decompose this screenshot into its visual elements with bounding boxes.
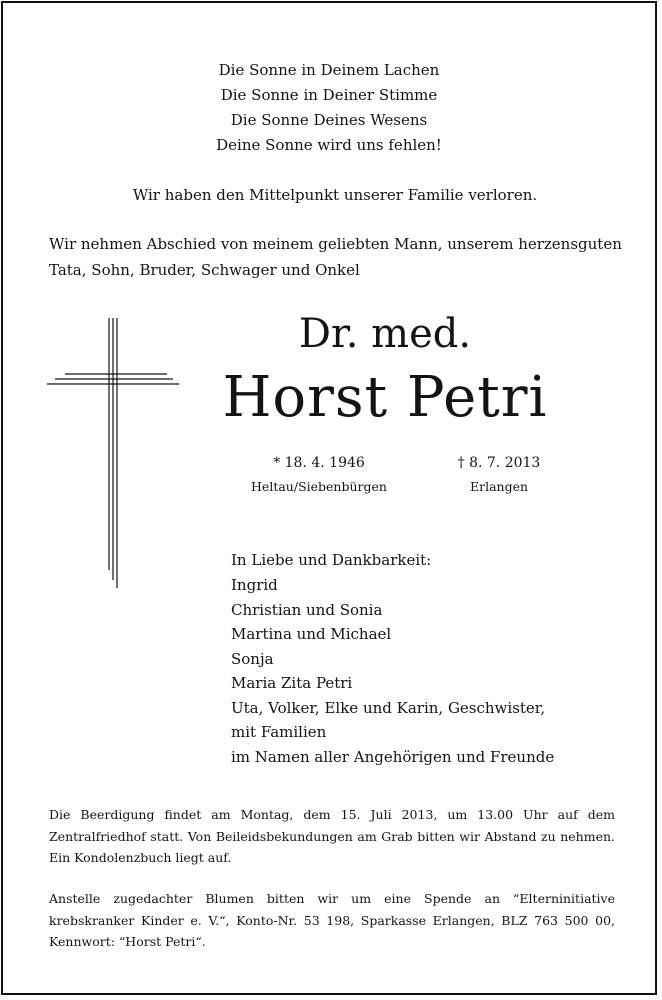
poem-line-3: Die Sonne Deines Wesens xyxy=(230,111,428,129)
mourner-name: Martina und Michael xyxy=(231,625,392,643)
death-place: Erlangen xyxy=(469,479,529,494)
death-date: † 8. 7. 2013 xyxy=(457,455,541,471)
poem-line-1: Die Sonne in Deinem Lachen xyxy=(218,61,440,79)
mourner-name: Christian und Sonia xyxy=(231,601,383,619)
poem-line-2: Die Sonne in Deiner Stimme xyxy=(220,86,438,104)
donation-notice: Anstelle zugedachter Blumen bitten wir um eine Spende an “Elterninitiative krebskranker Kinder e. V.“, Konto-Nr. 53 198, Sparkasse Erlangen, BLZ 763 500 00, Kennwort: “Horst Petri“. xyxy=(49,891,615,949)
mourner-name: Uta, Volker, Elke und Karin, Geschwister, xyxy=(231,699,546,717)
mourner-name: Ingrid xyxy=(231,576,278,594)
cross-icon xyxy=(45,318,179,588)
family-statement: Wir haben den Mittelpunkt unserer Familie verloren. xyxy=(132,186,538,204)
mourner-name: im Namen aller Angehörigen und Freunde xyxy=(231,748,555,766)
obituary-frame xyxy=(1,1,657,995)
deceased-name: Horst Petri xyxy=(222,365,548,430)
mourner-name: Maria Zita Petri xyxy=(231,674,353,692)
mourner-name: Sonja xyxy=(231,650,274,668)
intro-line-1: Wir nehmen Abschied von meinem geliebten Mann, unserem herzensguten xyxy=(49,235,622,253)
birth-place: Heltau/Siebenbürgen xyxy=(251,479,387,494)
mourner-name: mit Familien xyxy=(231,723,327,741)
poem-line-4: Deine Sonne wird uns fehlen! xyxy=(216,136,442,154)
deceased-title: Dr. med. xyxy=(298,311,472,357)
intro-line-2: Tata, Sohn, Bruder, Schwager und Onkel xyxy=(49,261,360,279)
birth-date: * 18. 4. 1946 xyxy=(273,455,365,471)
funeral-notice: Die Beerdigung findet am Montag, dem 15. Juli 2013, um 13.00 Uhr auf dem Zentralfriedhof statt. Von Beileidsbekundungen am Grab bitten wir Abstand zu nehmen. Ein Kondolenzbuch liegt auf. xyxy=(49,807,615,865)
mourners-heading: In Liebe und Dankbarkeit: xyxy=(231,551,432,569)
